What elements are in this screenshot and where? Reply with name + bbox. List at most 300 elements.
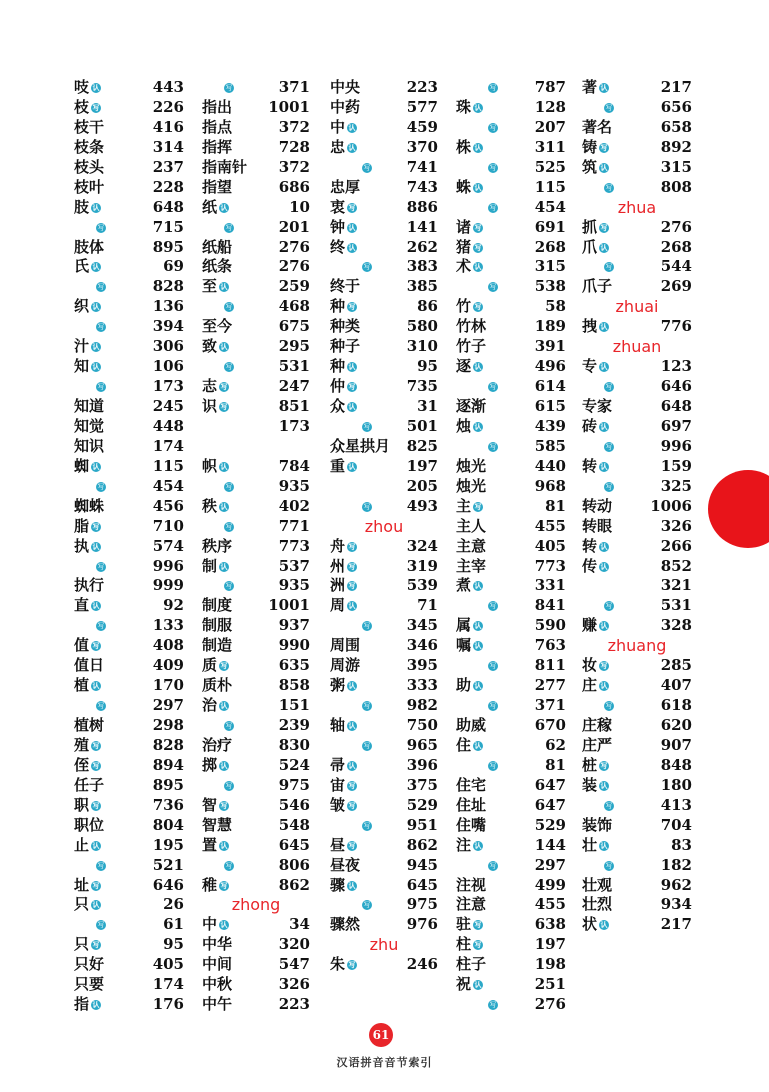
index-entry bbox=[74, 437, 184, 457]
page-ref: 710 bbox=[152, 516, 184, 535]
syllable-heading bbox=[330, 935, 438, 955]
entry-text: 众星拱月 bbox=[330, 436, 391, 455]
page-ref: 325 bbox=[660, 476, 692, 495]
page-ref: 314 bbox=[152, 137, 184, 156]
page-ref: 804 bbox=[152, 815, 184, 834]
index-entry bbox=[74, 816, 184, 836]
page-ref: 531 bbox=[278, 357, 310, 376]
index-entry bbox=[202, 78, 310, 98]
entry-text: 轴 bbox=[330, 716, 346, 734]
entry-text: 注视 bbox=[456, 875, 487, 894]
index-entry bbox=[330, 856, 438, 876]
usage-badge-icon: 写 bbox=[97, 622, 105, 631]
index-entry bbox=[330, 317, 438, 337]
entry-word bbox=[330, 218, 357, 238]
entry-text: 种子 bbox=[330, 337, 361, 356]
entry-text: 终 bbox=[330, 237, 346, 256]
usage-badge-icon: 写 bbox=[474, 223, 482, 232]
usage-badge-icon: 写 bbox=[220, 881, 228, 890]
index-entry bbox=[74, 377, 184, 397]
entry-word bbox=[456, 557, 486, 577]
entry-text: 砖 bbox=[582, 416, 598, 435]
usage-badge-icon: 认 bbox=[92, 602, 100, 611]
usage-badge-icon: 认 bbox=[348, 363, 356, 372]
usage-badge-icon: 写 bbox=[348, 562, 356, 571]
entry-word bbox=[74, 178, 104, 198]
entry-word bbox=[202, 257, 232, 277]
page-ref: 646 bbox=[152, 875, 184, 894]
usage-badge-icon: 写 bbox=[97, 283, 105, 292]
entry-word bbox=[74, 517, 101, 537]
entry-word bbox=[330, 776, 357, 796]
index-entry bbox=[74, 796, 184, 816]
index-entry bbox=[74, 158, 184, 178]
page-ref: 895 bbox=[152, 775, 184, 794]
page-ref: 95 bbox=[417, 357, 438, 376]
index-entry bbox=[74, 297, 184, 317]
page-ref: 31 bbox=[417, 397, 438, 415]
page-ref: 537 bbox=[278, 556, 310, 575]
entry-text: 稚 bbox=[202, 875, 218, 894]
entry-word bbox=[582, 915, 609, 935]
entry-text: 制 bbox=[202, 556, 218, 575]
usage-badge-icon: 写 bbox=[605, 183, 613, 192]
page-ref: 670 bbox=[534, 716, 566, 734]
entry-text: 猪 bbox=[456, 237, 472, 256]
usage-badge-icon: 认 bbox=[92, 542, 100, 551]
page-ref: 828 bbox=[152, 277, 184, 296]
usage-badge-icon: 认 bbox=[474, 622, 482, 631]
entry-text: 枝条 bbox=[74, 137, 105, 156]
index-entry bbox=[202, 517, 310, 537]
entry-word bbox=[456, 317, 486, 337]
entry-text: 周游 bbox=[330, 656, 361, 675]
index-entry bbox=[74, 218, 184, 238]
page-ref: 1001 bbox=[268, 97, 310, 116]
page-ref: 144 bbox=[534, 835, 566, 854]
entry-word bbox=[202, 238, 232, 258]
index-entry bbox=[74, 975, 184, 995]
entry-word bbox=[202, 935, 232, 955]
entry-text: 址 bbox=[74, 875, 90, 894]
page-ref: 544 bbox=[660, 257, 692, 276]
index-entry bbox=[74, 98, 184, 118]
entry-word bbox=[456, 935, 483, 955]
usage-badge-icon: 认 bbox=[600, 163, 608, 172]
entry-word bbox=[74, 895, 101, 915]
usage-badge-icon: 写 bbox=[220, 662, 228, 671]
entry-text: 职位 bbox=[74, 815, 105, 834]
page-ref: 743 bbox=[406, 177, 438, 196]
index-entry bbox=[330, 876, 438, 896]
page-ref: 228 bbox=[152, 177, 184, 196]
index-entry bbox=[330, 955, 438, 975]
index-entry bbox=[582, 557, 692, 577]
index-entry bbox=[456, 576, 566, 596]
entry-text: 治 bbox=[202, 696, 218, 715]
page-ref: 965 bbox=[406, 735, 438, 754]
entry-text: 只要 bbox=[74, 975, 105, 994]
usage-badge-icon: 认 bbox=[474, 981, 482, 990]
usage-badge-icon: 写 bbox=[225, 482, 233, 491]
index-entry bbox=[74, 357, 184, 377]
entry-text: 脂 bbox=[74, 516, 90, 535]
page-ref: 285 bbox=[660, 656, 692, 675]
entry-word bbox=[330, 277, 360, 297]
entry-word bbox=[74, 975, 104, 995]
entry-text: 主宰 bbox=[456, 556, 487, 575]
usage-badge-icon: 写 bbox=[220, 403, 228, 411]
index-entry bbox=[330, 596, 438, 616]
usage-badge-icon: 写 bbox=[363, 821, 371, 830]
entry-word bbox=[456, 517, 486, 537]
usage-badge-icon: 写 bbox=[363, 263, 371, 272]
page-ref: 217 bbox=[660, 78, 692, 96]
entry-word bbox=[582, 78, 609, 98]
entry-text: 制度 bbox=[202, 596, 233, 615]
index-entry bbox=[456, 895, 566, 915]
usage-badge-icon: 认 bbox=[600, 542, 608, 551]
index-entry bbox=[582, 596, 692, 616]
page-ref: 115 bbox=[152, 456, 184, 475]
page-ref: 62 bbox=[545, 735, 566, 754]
usage-badge-icon: 认 bbox=[474, 841, 482, 850]
entry-word bbox=[456, 676, 483, 696]
index-entry bbox=[456, 417, 566, 437]
index-entry bbox=[74, 576, 184, 596]
usage-badge-icon: 写 bbox=[220, 383, 228, 392]
section-tab-marker bbox=[708, 470, 769, 548]
index-column-3 bbox=[330, 78, 438, 975]
syllable-label: zhou bbox=[364, 516, 404, 536]
syllable-label: zhua bbox=[617, 197, 657, 217]
index-entry bbox=[330, 636, 438, 656]
index-entry bbox=[582, 676, 692, 696]
usage-badge-icon: 认 bbox=[348, 722, 356, 730]
entry-text: 只 bbox=[74, 895, 90, 914]
page-ref: 811 bbox=[534, 656, 566, 675]
index-entry bbox=[456, 955, 566, 975]
entry-text: 知觉 bbox=[74, 416, 105, 435]
entry-text: 指挥 bbox=[202, 137, 233, 156]
index-entry bbox=[330, 238, 438, 258]
page-ref: 86 bbox=[417, 297, 438, 316]
entry-text: 种类 bbox=[330, 317, 361, 336]
usage-badge-icon: 写 bbox=[489, 123, 497, 132]
entry-text: 殖 bbox=[74, 735, 90, 754]
entry-word bbox=[582, 497, 612, 517]
usage-badge-icon: 写 bbox=[605, 602, 613, 611]
usage-badge-icon: 写 bbox=[363, 622, 371, 631]
page-ref: 455 bbox=[534, 516, 566, 535]
page-ref: 574 bbox=[152, 536, 184, 555]
index-entry bbox=[456, 78, 566, 98]
index-column-1 bbox=[74, 78, 184, 1015]
usage-badge-icon: 认 bbox=[92, 1001, 100, 1010]
entry-text: 煮 bbox=[456, 576, 472, 595]
index-entry bbox=[582, 517, 692, 537]
index-entry bbox=[330, 357, 438, 377]
index-entry bbox=[74, 138, 184, 158]
page-ref: 295 bbox=[278, 337, 310, 356]
index-entry bbox=[582, 118, 692, 138]
page-ref: 808 bbox=[660, 177, 692, 196]
page-ref: 320 bbox=[278, 935, 310, 954]
entry-word bbox=[202, 497, 229, 517]
page-ref: 862 bbox=[278, 875, 310, 894]
page-ref: 394 bbox=[152, 317, 184, 336]
page-ref: 297 bbox=[534, 855, 566, 874]
index-entry bbox=[582, 437, 692, 457]
entry-text: 主人 bbox=[456, 516, 487, 535]
index-entry bbox=[330, 756, 438, 776]
index-entry bbox=[456, 297, 566, 317]
entry-text: 州 bbox=[330, 556, 346, 575]
entry-word bbox=[456, 477, 486, 497]
usage-badge-icon: 写 bbox=[92, 881, 100, 890]
entry-text: 注意 bbox=[456, 895, 487, 914]
entry-word bbox=[74, 337, 101, 357]
entry-word bbox=[202, 98, 232, 118]
index-entry bbox=[202, 636, 310, 656]
entry-word bbox=[330, 716, 357, 736]
usage-badge-icon: 写 bbox=[489, 383, 497, 392]
page-ref: 395 bbox=[406, 656, 438, 675]
entry-text: 任子 bbox=[74, 775, 105, 794]
usage-badge-icon: 写 bbox=[600, 662, 608, 671]
entry-word bbox=[202, 178, 232, 198]
index-entry bbox=[456, 856, 566, 876]
index-entry bbox=[582, 377, 692, 397]
entry-word bbox=[330, 756, 357, 776]
usage-badge-icon: 写 bbox=[348, 801, 356, 810]
index-entry bbox=[582, 178, 692, 198]
page-ref: 493 bbox=[406, 496, 438, 515]
usage-badge-icon: 写 bbox=[605, 861, 613, 870]
entry-word bbox=[456, 417, 483, 437]
index-entry bbox=[582, 656, 692, 676]
entry-text: 植 bbox=[74, 676, 90, 695]
index-entry bbox=[330, 118, 438, 138]
entry-text: 拽 bbox=[582, 317, 598, 336]
page-ref: 328 bbox=[660, 616, 692, 635]
page-ref: 173 bbox=[278, 416, 310, 435]
entry-text: 壮 bbox=[582, 835, 598, 854]
index-entry bbox=[202, 676, 310, 696]
index-entry bbox=[74, 636, 184, 656]
usage-badge-icon: 认 bbox=[474, 642, 482, 651]
page-ref: 996 bbox=[152, 556, 184, 575]
entry-word bbox=[74, 935, 101, 955]
entry-word bbox=[456, 337, 486, 357]
entry-text: 株 bbox=[456, 137, 472, 156]
usage-badge-icon: 认 bbox=[92, 343, 100, 352]
entry-word bbox=[456, 975, 483, 995]
entry-word bbox=[582, 895, 612, 915]
page-ref: 1001 bbox=[268, 596, 310, 615]
entry-text: 柱 bbox=[456, 935, 472, 954]
usage-badge-icon: 写 bbox=[363, 901, 371, 910]
page-ref: 34 bbox=[289, 915, 310, 934]
entry-word bbox=[330, 955, 357, 975]
usage-badge-icon: 写 bbox=[600, 223, 608, 232]
entry-text: 知道 bbox=[74, 397, 105, 415]
entry-word bbox=[582, 676, 609, 696]
page-ref: 268 bbox=[534, 237, 566, 256]
usage-badge-icon: 写 bbox=[474, 303, 482, 312]
usage-badge-icon: 写 bbox=[363, 422, 371, 431]
index-entry bbox=[330, 716, 438, 736]
page-ref: 646 bbox=[660, 377, 692, 396]
page-ref: 182 bbox=[660, 855, 692, 874]
usage-badge-icon: 写 bbox=[92, 941, 100, 950]
entry-text: 执 bbox=[74, 536, 90, 555]
page-ref: 371 bbox=[534, 696, 566, 715]
entry-word bbox=[582, 218, 609, 238]
entry-word bbox=[74, 656, 104, 676]
page-ref: 409 bbox=[152, 656, 184, 675]
index-entry bbox=[202, 716, 310, 736]
entry-text: 竹子 bbox=[456, 337, 487, 356]
entry-text: 住宅 bbox=[456, 775, 487, 794]
page-ref: 106 bbox=[152, 357, 184, 376]
entry-word bbox=[456, 98, 483, 118]
usage-badge-icon: 写 bbox=[489, 761, 497, 770]
index-column-2 bbox=[202, 78, 310, 1015]
index-entry bbox=[330, 796, 438, 816]
entry-text: 钟 bbox=[330, 217, 346, 236]
entry-text: 周 bbox=[330, 596, 346, 615]
index-entry bbox=[456, 736, 566, 756]
usage-badge-icon: 写 bbox=[225, 303, 233, 312]
entry-word bbox=[202, 796, 229, 816]
entry-text: 制造 bbox=[202, 636, 233, 655]
entry-word bbox=[456, 218, 483, 238]
entry-text: 装饰 bbox=[582, 815, 613, 834]
entry-word bbox=[202, 337, 229, 357]
usage-badge-icon: 写 bbox=[225, 582, 233, 591]
index-entry bbox=[202, 557, 310, 577]
usage-badge-icon: 写 bbox=[605, 442, 613, 451]
index-entry bbox=[456, 517, 566, 537]
entry-word bbox=[74, 118, 104, 138]
index-entry bbox=[456, 557, 566, 577]
usage-badge-icon: 认 bbox=[348, 462, 356, 471]
index-entry bbox=[202, 736, 310, 756]
usage-badge-icon: 认 bbox=[92, 462, 100, 471]
entry-text: 只 bbox=[74, 935, 90, 954]
usage-badge-icon: 写 bbox=[225, 223, 233, 232]
entry-text: 指点 bbox=[202, 117, 233, 136]
usage-badge-icon: 写 bbox=[97, 861, 105, 870]
usage-badge-icon: 写 bbox=[348, 961, 356, 970]
entry-word bbox=[456, 636, 483, 656]
entry-text: 忠 bbox=[330, 137, 346, 156]
index-entry bbox=[202, 796, 310, 816]
entry-word bbox=[202, 756, 229, 776]
entry-word bbox=[202, 377, 229, 397]
page-ref: 773 bbox=[534, 556, 566, 575]
entry-text: 住址 bbox=[456, 795, 487, 814]
page-ref: 982 bbox=[406, 696, 438, 715]
page-ref: 217 bbox=[660, 915, 692, 934]
index-entry bbox=[582, 856, 692, 876]
entry-word bbox=[202, 636, 232, 656]
entry-word bbox=[456, 836, 483, 856]
entry-text: 枝头 bbox=[74, 157, 105, 176]
entry-text: 洲 bbox=[330, 576, 346, 595]
page-ref: 246 bbox=[406, 955, 438, 974]
entry-text: 植树 bbox=[74, 716, 105, 734]
entry-word bbox=[582, 517, 612, 537]
entry-text: 终于 bbox=[330, 277, 361, 296]
page-ref: 585 bbox=[534, 436, 566, 455]
usage-badge-icon: 认 bbox=[474, 741, 482, 750]
usage-badge-icon: 写 bbox=[225, 84, 233, 92]
page-ref: 123 bbox=[660, 357, 692, 376]
page-ref: 454 bbox=[534, 197, 566, 216]
entry-word bbox=[202, 616, 232, 636]
usage-badge-icon: 写 bbox=[97, 921, 105, 930]
usage-badge-icon: 认 bbox=[600, 363, 608, 372]
page-ref: 521 bbox=[152, 855, 184, 874]
entry-text: 住嘴 bbox=[456, 815, 487, 834]
usage-badge-icon: 认 bbox=[600, 323, 608, 332]
entry-text: 吱 bbox=[74, 78, 90, 96]
entry-word bbox=[456, 816, 486, 836]
usage-badge-icon: 写 bbox=[92, 103, 100, 112]
index-entry bbox=[330, 437, 438, 457]
entry-word bbox=[456, 178, 483, 198]
page-ref: 266 bbox=[660, 536, 692, 555]
usage-badge-icon: 写 bbox=[489, 283, 497, 292]
index-entry bbox=[582, 78, 692, 98]
page-ref: 391 bbox=[534, 337, 566, 356]
entry-word bbox=[330, 636, 360, 656]
page-ref: 934 bbox=[660, 895, 692, 914]
entry-word bbox=[74, 357, 101, 377]
index-entry bbox=[330, 198, 438, 218]
index-entry bbox=[330, 895, 438, 915]
usage-badge-icon: 认 bbox=[220, 921, 228, 930]
page-ref: 547 bbox=[278, 955, 310, 974]
page-ref: 1006 bbox=[650, 496, 692, 515]
entry-text: 住 bbox=[456, 735, 472, 754]
index-entry bbox=[74, 955, 184, 975]
index-entry bbox=[582, 317, 692, 337]
page-ref: 951 bbox=[406, 815, 438, 834]
entry-word bbox=[456, 537, 486, 557]
index-entry bbox=[74, 776, 184, 796]
usage-badge-icon: 认 bbox=[474, 103, 482, 112]
entry-text: 庄稼 bbox=[582, 716, 613, 734]
index-entry bbox=[74, 198, 184, 218]
usage-badge-icon: 写 bbox=[489, 84, 497, 92]
page-ref: 546 bbox=[278, 795, 310, 814]
syllable-label: zhu bbox=[369, 935, 399, 955]
index-entry bbox=[456, 616, 566, 636]
entry-word bbox=[456, 876, 486, 896]
page-ref: 937 bbox=[278, 616, 310, 635]
page-ref: 10 bbox=[289, 197, 310, 216]
index-entry bbox=[202, 756, 310, 776]
index-entry bbox=[330, 297, 438, 317]
index-entry bbox=[582, 158, 692, 178]
entry-word bbox=[456, 716, 486, 736]
index-entry bbox=[74, 457, 184, 477]
index-entry bbox=[456, 357, 566, 377]
page-ref: 268 bbox=[660, 237, 692, 256]
